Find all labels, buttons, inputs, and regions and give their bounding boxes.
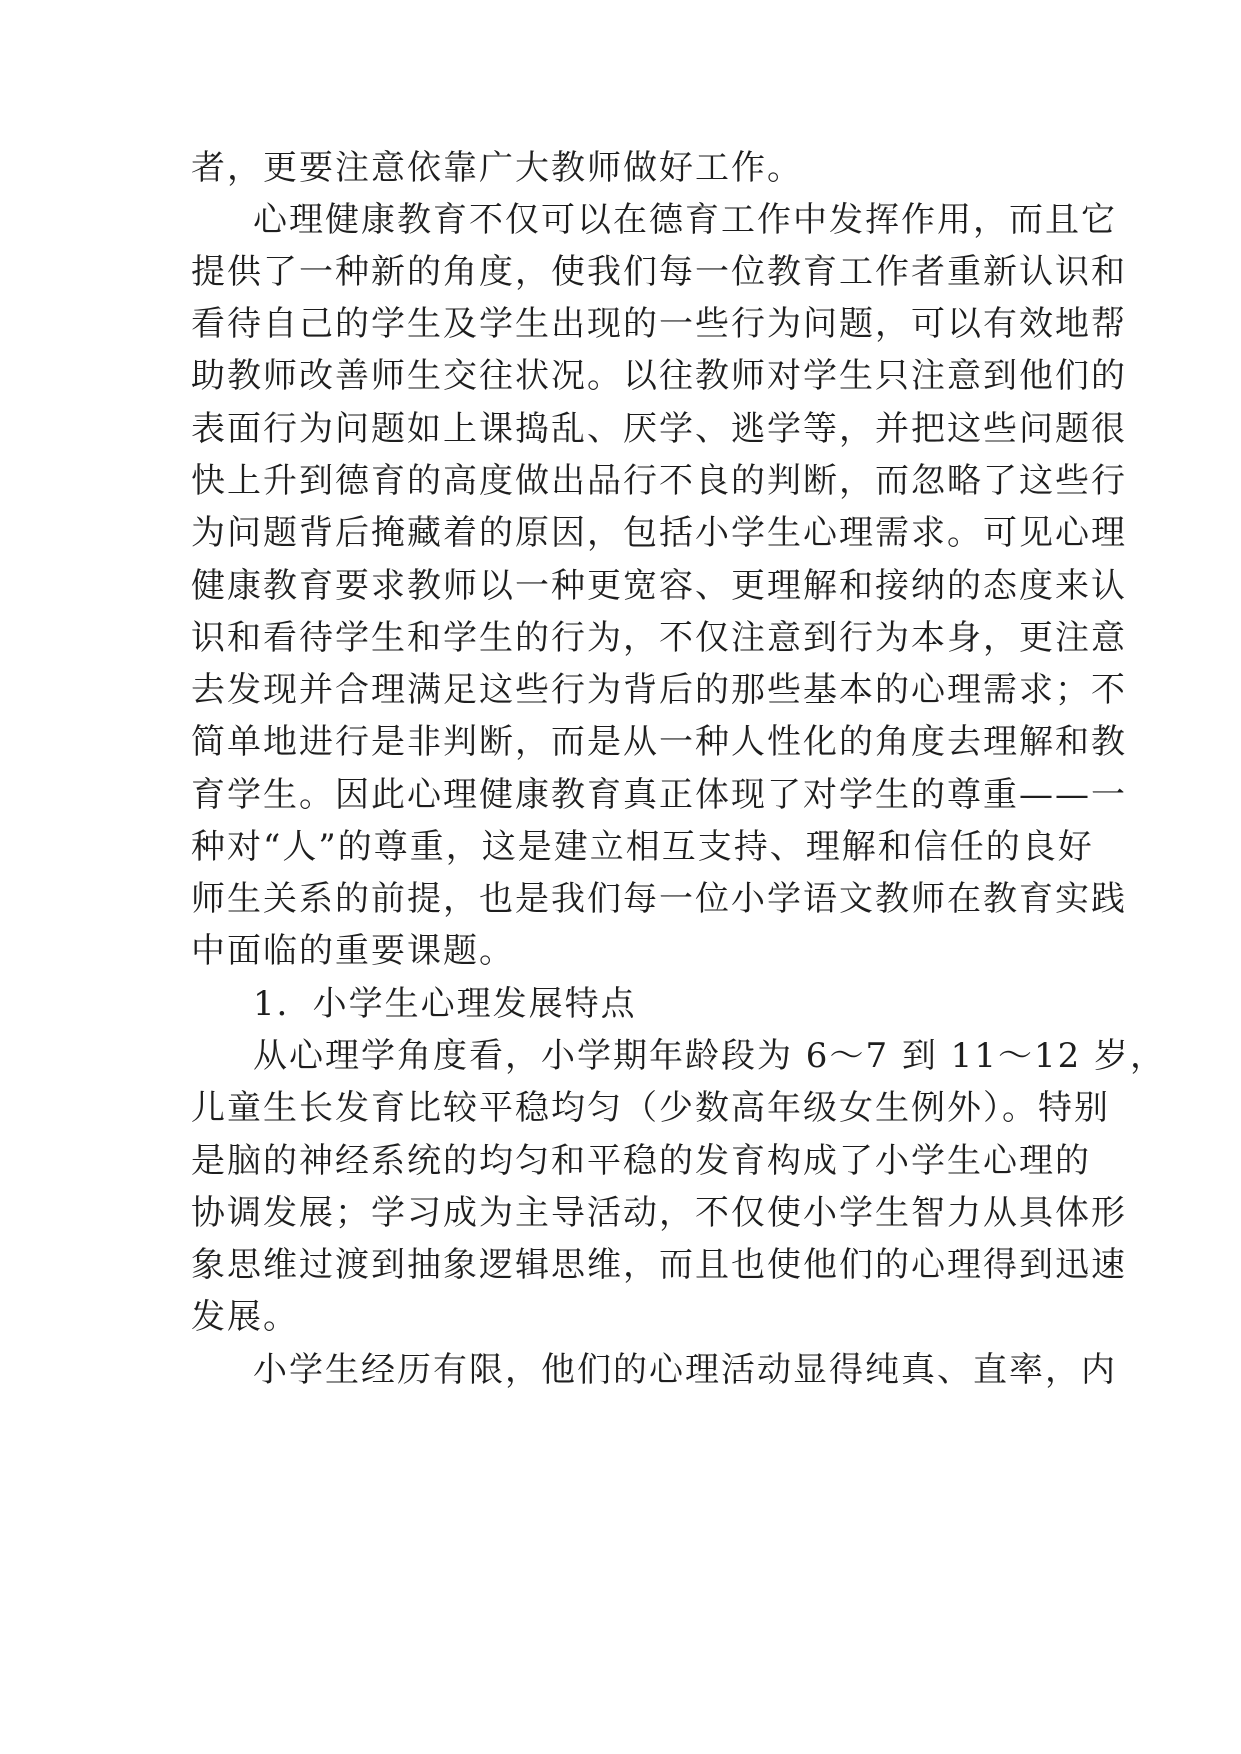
text-line: 助教师改善师生交往状况。以往教师对学生只注意到他们的 — [191, 356, 1127, 396]
paragraph-start-line: 从心理学角度看，小学期年龄段为 6～7 到 11～12 岁， — [253, 1036, 1167, 1076]
paragraph-start-line: 心理健康教育不仅可以在德育工作中发挥作用，而且它 — [253, 200, 1117, 240]
text-line: 为问题背后掩藏着的原因，包括小学生心理需求。可见心理 — [191, 513, 1127, 553]
text-line: 象思维过渡到抽象逻辑思维，而且也使他们的心理得到迅速 — [191, 1245, 1127, 1285]
text-line: 识和看待学生和学生的行为，不仅注意到行为本身，更注意 — [191, 618, 1127, 658]
text-line: 快上升到德育的高度做出品行不良的判断，而忽略了这些行 — [191, 461, 1127, 501]
text-line: 去发现并合理满足这些行为背后的那些基本的心理需求；不 — [191, 670, 1127, 710]
text-line: 儿童生长发育比较平稳均匀（少数高年级女生例外）。特别 — [191, 1088, 1110, 1128]
text-line: 育学生。因此心理健康教育真正体现了对学生的尊重——一 — [191, 775, 1127, 815]
text-line: 简单地进行是非判断，而是从一种人性化的角度去理解和教 — [191, 722, 1127, 762]
text-line: 提供了一种新的角度，使我们每一位教育工作者重新认识和 — [191, 252, 1127, 292]
text-line: 看待自己的学生及学生出现的一些行为问题，可以有效地帮 — [191, 304, 1127, 344]
text-line: 种对“人”的尊重，这是建立相互支持、理解和信任的良好 — [191, 827, 1094, 867]
paragraph-start-line: 小学生经历有限，他们的心理活动显得纯真、直率，内 — [253, 1350, 1117, 1390]
text-line: 者，更要注意依靠广大教师做好工作。 — [191, 148, 803, 188]
text-line: 是脑的神经系统的均匀和平稳的发育构成了小学生心理的 — [191, 1141, 1091, 1181]
text-line: 发展。 — [191, 1297, 299, 1337]
text-line: 师生关系的前提，也是我们每一位小学语文教师在教育实践 — [191, 879, 1127, 919]
text-line: 健康教育要求教师以一种更宽容、更理解和接纳的态度来认 — [191, 566, 1127, 606]
text-line: 中面临的重要课题。 — [191, 931, 515, 971]
text-line: 表面行为问题如上课捣乱、厌学、逃学等，并把这些问题很 — [191, 409, 1127, 449]
section-heading: 1．小学生心理发展特点 — [253, 984, 637, 1024]
text-line: 协调发展；学习成为主导活动，不仅使小学生智力从具体形 — [191, 1193, 1127, 1233]
